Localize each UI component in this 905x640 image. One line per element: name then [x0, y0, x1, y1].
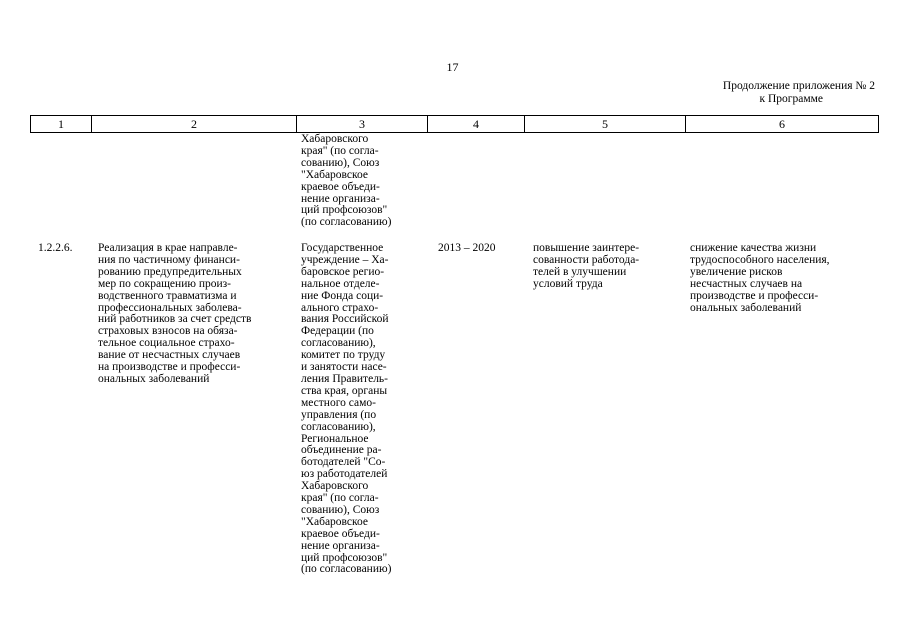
header-col-2: 2: [92, 116, 297, 133]
header-col-1: 1: [31, 116, 92, 133]
risk-description: снижение качества жизни трудоспособного населения, увеличение рисков несчастных случаев на производстве и професси- ональных заболеваний: [690, 242, 830, 314]
row-number: 1.2.2.6.: [38, 242, 73, 254]
carryover-executor-text: Хабаровского края" (по согла- сованию), Союз "Хабаровское краевое объеди- нение организа- ций профсоюзов" (по согласованию): [301, 133, 392, 229]
header-col-5: 5: [525, 116, 686, 133]
header-row: [31, 116, 879, 133]
page-number: 17: [446, 60, 459, 74]
expected-result: повышение заинтере- сованности работода- телей в улучшении условий труда: [533, 242, 640, 290]
column-number-header: [30, 115, 879, 133]
continuation-caption: [723, 80, 875, 106]
executor-list: Государственное учреждение – Ха- баровское регио- нальное отделе- ние Фонда соци- ального страхо- вания Российской Федерации (по согласованию), комитет по труду и занятости насе- ления Правитель- ства края, органы местного само- управления (по согласованию), Региональное объединение ра- ботодателей "Со- юз работодателей Хабаровского края" (по согла- сованию), Союз "Хабаровское краевое объеди- нение организа- ций профсоюзов" (по согласованию): [301, 242, 392, 576]
implementation-term: 2013 – 2020: [438, 242, 496, 254]
continuation-line-2: к Программе: [759, 93, 823, 105]
header-col-4: 4: [428, 116, 525, 133]
header-col-3: 3: [297, 116, 428, 133]
continuation-line-1: Продолжение приложения № 2: [722, 80, 875, 92]
measure-name: Реализация в крае направле- ния по частичному финанси- рованию предупредительных мер по сокращению произ- водственного травматизма и профессиональных заболева- ний работников за счет средств страховых взносов на обяза- тельное социальное страхо- вание от несчастных случаев на производстве и професси- ональных заболеваний: [98, 242, 252, 385]
header-col-6: 6: [686, 116, 879, 133]
